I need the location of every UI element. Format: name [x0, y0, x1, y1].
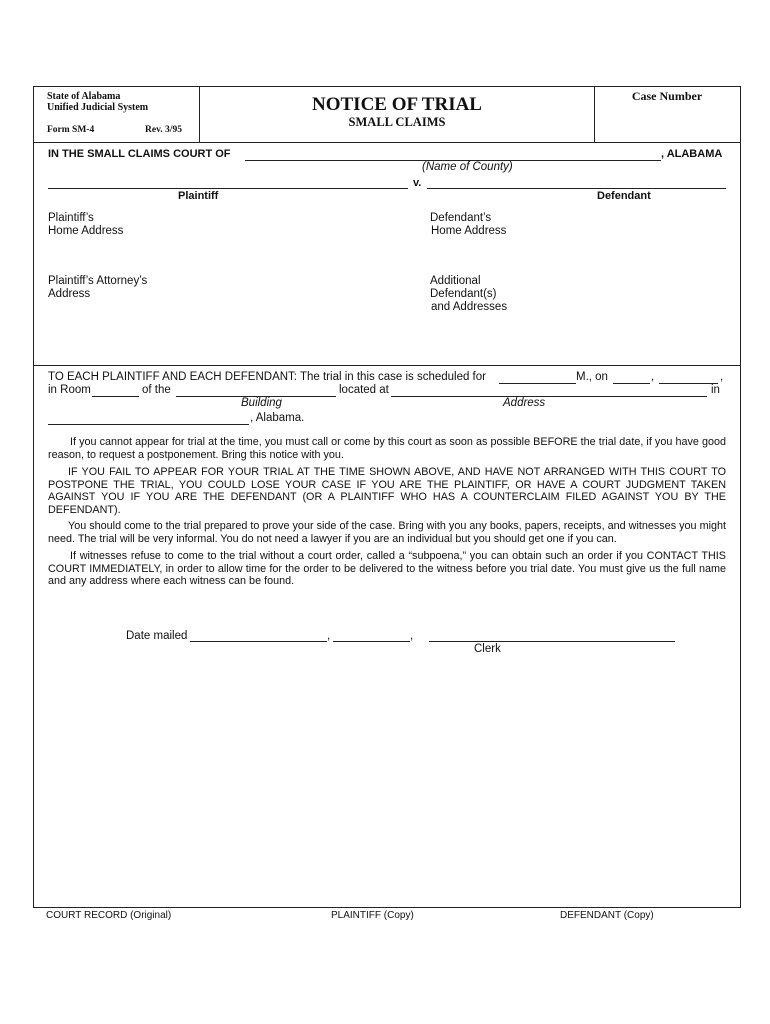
form-number: Form SM-4	[47, 125, 95, 135]
attorney-label-1: Plaintiff’s Attorney’s	[48, 275, 148, 287]
footer-defendant-copy: DEFENDANT (Copy)	[560, 910, 654, 921]
of-the-label: of the	[142, 384, 171, 396]
month-field[interactable]	[659, 383, 718, 384]
located-at-label: located at	[339, 384, 389, 396]
page-subtitle: SMALL CLAIMS	[348, 115, 446, 129]
date-mailed-label: Date mailed	[126, 630, 188, 642]
additional-label-2: Defendant(s)	[430, 288, 497, 300]
county-hint: (Name of County)	[422, 161, 513, 173]
paragraph-postponement: If you cannot appear for trial at the time, you must call or come by this court as soon as possible BEFORE the trial date, if you have good reason, to request a postponement. Bring this notice with you.	[48, 436, 726, 461]
address-hint: Address	[503, 397, 546, 409]
schedule-comma-1: ,	[651, 371, 655, 383]
header-bottom-line	[34, 142, 740, 143]
date-mailed-field[interactable]	[190, 641, 327, 642]
defendant-home-label-2: Home Address	[431, 225, 507, 237]
versus-label: v.	[413, 177, 422, 189]
city-field[interactable]	[48, 424, 249, 425]
addresses-bottom-line	[34, 365, 740, 366]
time-field[interactable]	[499, 383, 576, 384]
building-hint: Building	[241, 397, 282, 409]
plaintiff-label: Plaintiff	[178, 190, 219, 202]
schedule-intro: TO EACH PLAINTIFF AND EACH DEFENDANT: The trial in this case is scheduled for	[48, 371, 486, 383]
schedule-comma-2: ,	[720, 371, 724, 383]
room-field[interactable]	[92, 396, 139, 397]
court-label: IN THE SMALL CLAIMS COURT OF	[48, 148, 231, 160]
additional-label-1: Additional	[430, 275, 481, 287]
state-label: State of Alabama	[47, 91, 121, 102]
case-number-label: Case Number	[631, 89, 703, 103]
system-label: Unified Judicial System	[47, 102, 149, 113]
paragraph-subpoena: If witnesses refuse to come to the trial without a court order, called a “subpoena,” you can obtain such an order if you CONTACT THIS COURT IMMEDIATELY, in order to allow time for the order to be delivered to the witness before you trial date. You must give us the full name and any address where each witness can be found.	[48, 550, 726, 588]
defendant-name-field[interactable]	[427, 188, 726, 189]
defendant-home-label-1: Defendant’s	[430, 212, 492, 224]
plaintiff-home-label-2: Home Address	[48, 225, 124, 237]
paragraph-preparation: You should come to the trial prepared to prove your side of the case. Bring with you any books, papers, receipts, and witnesses you might need. The trial will be very informal. You do not need a lawyer if you are an individual but you should get one if you can.	[48, 520, 726, 545]
date-comma-1: ,	[327, 630, 331, 642]
defendant-label: Defendant	[597, 190, 651, 202]
footer-court-record: COURT RECORD (Original)	[46, 910, 172, 921]
additional-label-3: and Addresses	[431, 301, 508, 313]
plaintiff-home-label-1: Plaintiff’s	[48, 212, 94, 224]
revision: Rev. 3/95	[145, 125, 182, 135]
attorney-label-2: Address	[48, 288, 91, 300]
date-year-field[interactable]	[333, 641, 410, 642]
alabama-period: , Alabama.	[250, 412, 305, 424]
date-comma-2: ,	[410, 630, 414, 642]
paragraph-failure-warning: IF YOU FAIL TO APPEAR FOR YOUR TRIAL AT THE TIME SHOWN ABOVE, AND HAVE NOT ARRANGED WITH THIS COURT TO POSTPONE THE TRIAL, YOU COULD LOSE YOUR CASE IF YOU ARE THE PLAINTIFF, OR HAVE A COURT JUDGMENT TAKEN AGAINST YOU IF YOU ARE THE DEFENDANT (OR A PLAINTIFF WHO HAS A COUNTERCLAIM FILED AGAINST YOU BY THE DEFENDANT).	[48, 466, 726, 516]
schedule-meridiem: M., on	[576, 371, 608, 383]
footer-plaintiff-copy: PLAINTIFF (Copy)	[331, 910, 414, 921]
plaintiff-name-field[interactable]	[48, 188, 408, 189]
in-label: in	[711, 384, 720, 396]
clerk-label: Clerk	[474, 643, 501, 655]
clerk-signature-field[interactable]	[429, 641, 675, 642]
day-field[interactable]	[613, 383, 650, 384]
alabama-label: , ALABAMA	[661, 148, 723, 160]
room-label: in Room	[48, 384, 91, 396]
page-title: NOTICE OF TRIAL	[312, 94, 482, 115]
case-number-field[interactable]	[597, 106, 737, 140]
address-field[interactable]	[391, 396, 707, 397]
